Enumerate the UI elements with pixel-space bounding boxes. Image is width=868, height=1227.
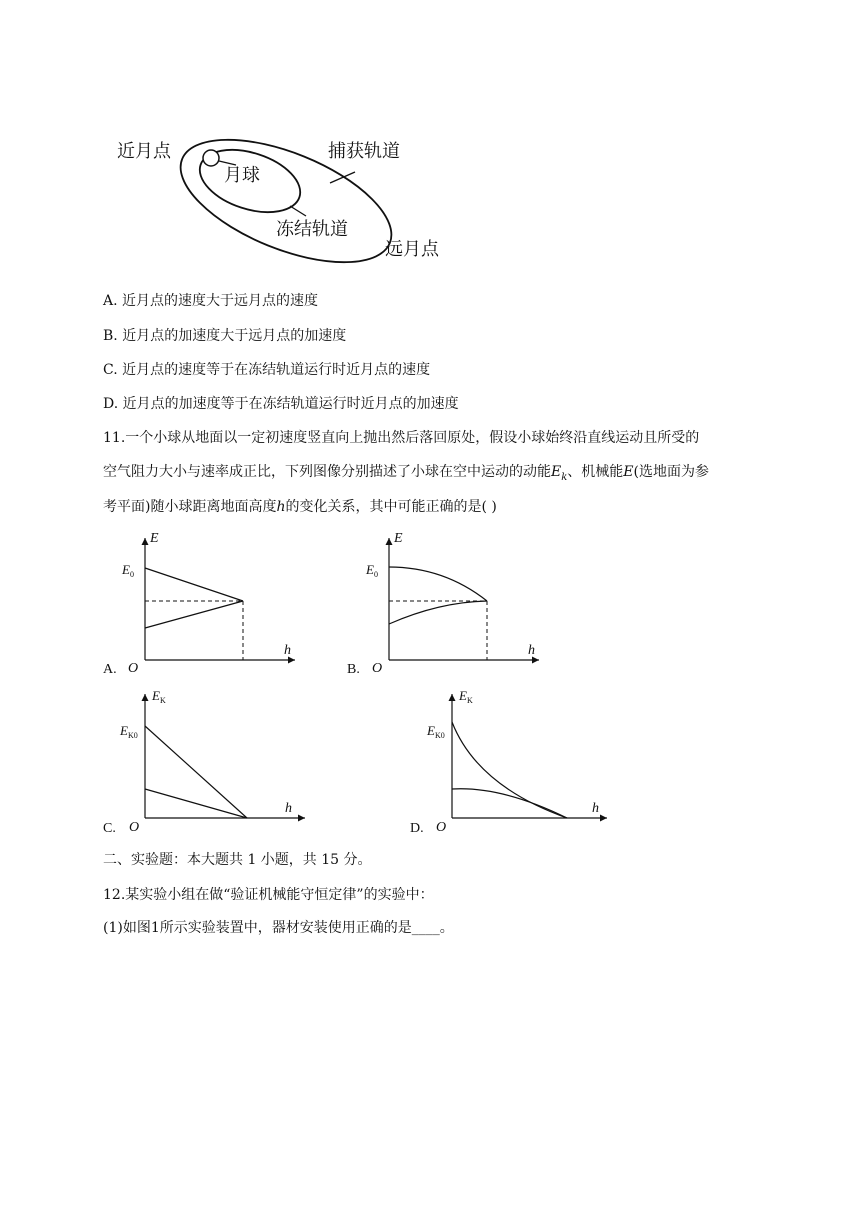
graph-d-xlabel: h <box>592 801 599 816</box>
q11-line1: 11.一个小球从地面以一定初速度竖直向上抛出然后落回原处，假设小球始终沿直线运动且所受的 <box>103 430 700 446</box>
graph-c-option-label: C. <box>103 821 116 836</box>
graph-a-xlabel: h <box>284 643 291 658</box>
q12-part1: (1)如图1所示实验装置中，器材安装使用正确的是____。 <box>103 920 454 936</box>
graph-d-upper-curve <box>452 722 567 818</box>
graph-b-origin: O <box>372 661 383 676</box>
q11-line3: 考平面)随小球距离地面高度h的变化关系，其中可能正确的是( ) <box>103 499 497 515</box>
graph-b <box>344 528 554 678</box>
graph-a-ascending-line <box>145 601 243 628</box>
graph-d-ek0: $E_{K0}$ <box>427 723 445 740</box>
graph-c-origin: O <box>129 820 140 835</box>
graph-d-lower-curve <box>452 789 567 818</box>
q10-option-a: A. 近月点的速度大于远月点的速度 <box>103 293 319 309</box>
graph-d-ylabel: $E_K$ <box>459 688 473 705</box>
graph-a <box>100 528 310 678</box>
graph-b-lower-curve <box>389 601 487 624</box>
graph-c-ylabel: $E_K$ <box>152 688 166 705</box>
graph-b-e0: $E_0$ <box>366 562 378 579</box>
perilune-label: 近月点 <box>117 141 171 162</box>
q10-option-b: B. 近月点的加速度大于远月点的加速度 <box>103 328 347 344</box>
graph-a-origin: O <box>128 661 139 676</box>
orbit-diagram <box>100 125 460 275</box>
graph-d-option-label: D. <box>410 821 424 836</box>
graph-c-xlabel: h <box>285 801 292 816</box>
graph-a-descending-line <box>145 568 243 601</box>
apolune-label: 远月点 <box>385 239 439 260</box>
graph-b-ylabel: E <box>394 531 403 546</box>
q10-option-c: C. 近月点的速度等于在冻结轨道运行时近月点的速度 <box>103 362 431 378</box>
graph-d-origin: O <box>436 820 447 835</box>
moon-label: 月球 <box>224 165 260 186</box>
answer-blank[interactable]: ____ <box>411 920 440 936</box>
graph-c <box>100 686 310 836</box>
moon-circle <box>203 150 219 166</box>
capture-orbit-label: 捕获轨道 <box>328 141 400 162</box>
graph-c-ek0: $E_{K0}$ <box>120 723 138 740</box>
graph-a-ylabel: E <box>150 531 159 546</box>
graph-b-upper-curve <box>389 567 487 601</box>
graph-b-xlabel: h <box>528 643 535 658</box>
q12-stem: 12.某实验小组在做“验证机械能守恒定律”的实验中： <box>103 887 434 903</box>
graph-a-e0: $E_0$ <box>122 562 134 579</box>
frozen-orbit-label: 冻结轨道 <box>276 219 348 240</box>
graph-b-option-label: B. <box>347 662 360 677</box>
q10-option-d: D. 近月点的加速度等于在冻结轨道运行时近月点的加速度 <box>103 396 459 412</box>
section-2-heading: 二、实验题：本大题共 1 小题，共 15 分。 <box>103 852 372 868</box>
graph-d <box>407 686 617 836</box>
graph-c-upper-line <box>145 726 247 818</box>
graph-a-option-label: A. <box>103 662 117 677</box>
q11-line2: 空气阻力大小与速率成正比，下列图像分别描述了小球在空中运动的动能$E_k$、机械能E(选地面为参 <box>103 464 709 483</box>
